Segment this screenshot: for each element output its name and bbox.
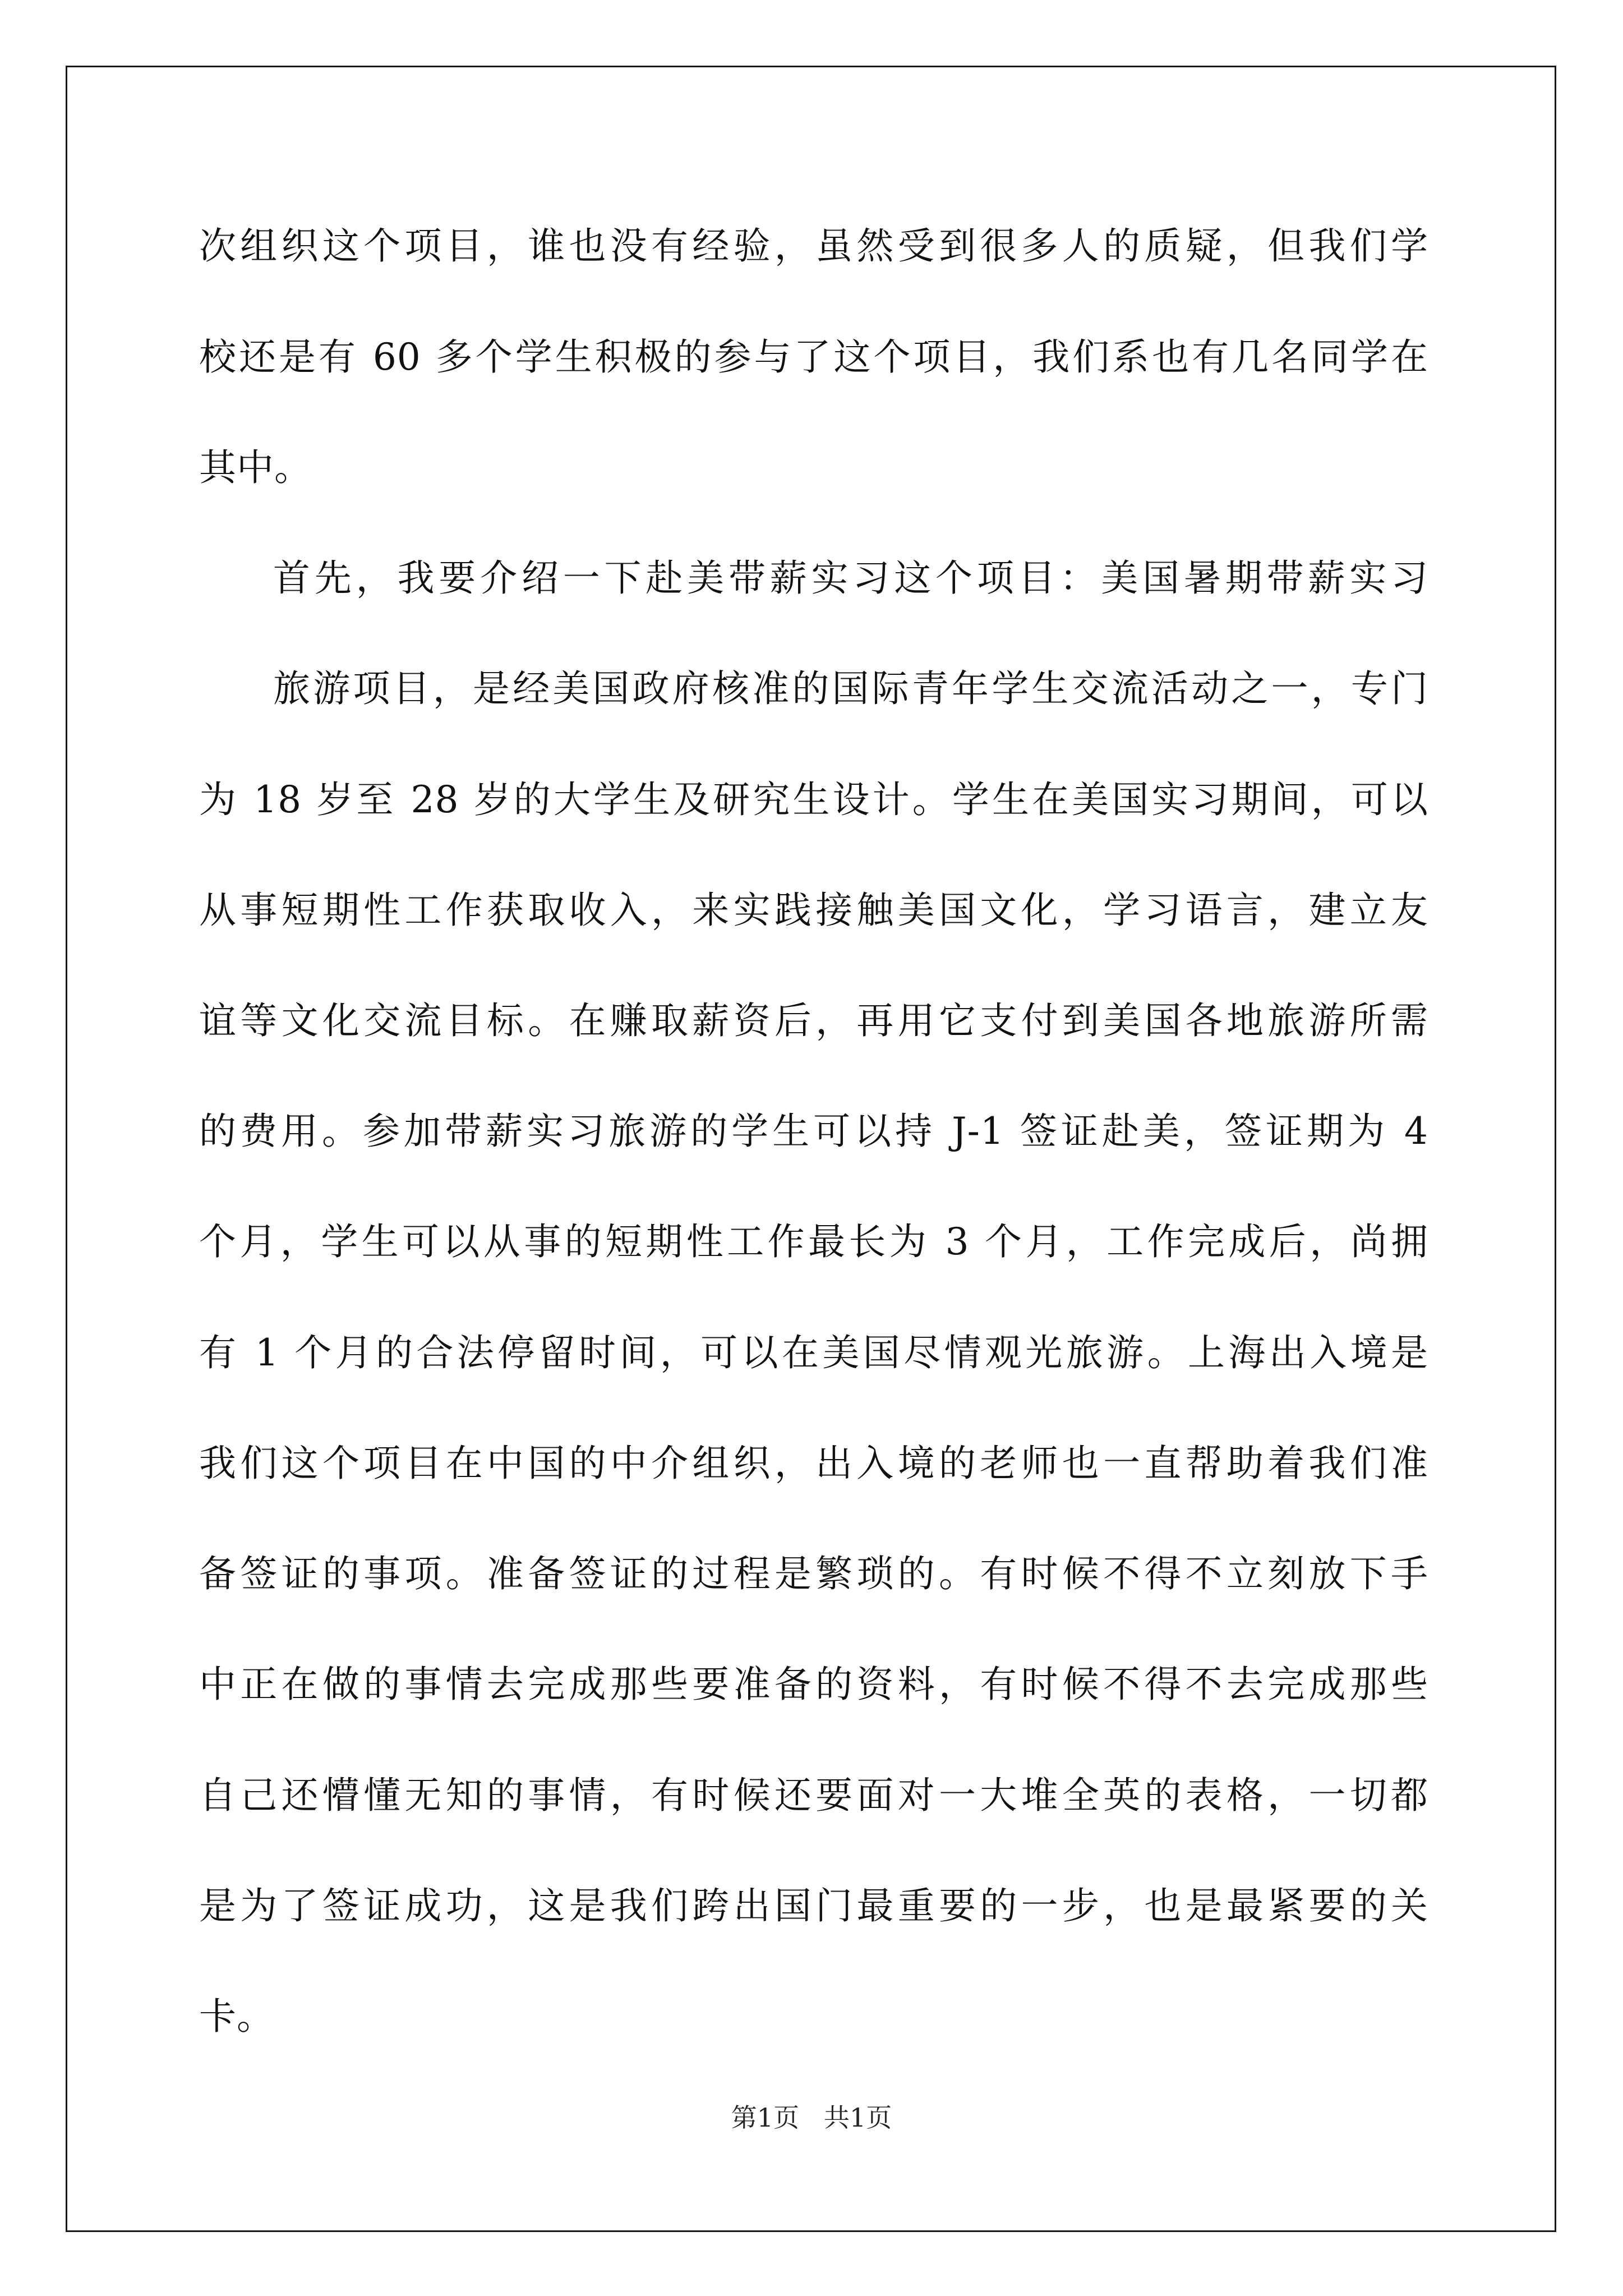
text-line: 次组织这个项目，谁也没有经验，虽然受到很多人的质疑，但我们学 <box>199 224 1428 268</box>
text-line: 是为了签证成功，这是我们跨出国门最重要的一步，也是最紧要的关 <box>199 1884 1428 1927</box>
text-line: 卡。 <box>199 1995 274 2038</box>
text-line: 为 18 岁至 28 岁的大学生及研究生设计。学生在美国实习期间，可以 <box>199 778 1428 821</box>
text-line: 校还是有 60 多个学生积极的参与了这个项目，我们系也有几名同学在 <box>199 335 1428 379</box>
text-line: 有 1 个月的合法停留时间，可以在美国尽情观光旅游。上海出入境是 <box>199 1331 1428 1374</box>
text-line: 备签证的事项。准备签证的过程是繁琐的。有时候不得不立刻放下手 <box>199 1552 1428 1595</box>
text-line: 谊等文化交流目标。在赚取薪资后，再用它支付到美国各地旅游所需 <box>199 999 1428 1042</box>
text-line: 个月，学生可以从事的短期性工作最长为 3 个月，工作完成后，尚拥 <box>199 1220 1428 1263</box>
text-line: 自己还懵懂无知的事情，有时候还要面对一大堆全英的表格，一切都 <box>199 1774 1428 1817</box>
text-line: 从事短期性工作获取收入，来实践接触美国文化，学习语言，建立友 <box>199 889 1428 932</box>
page-number-footer <box>0 2101 1623 2134</box>
text-line: 中正在做的事情去完成那些要准备的资料，有时候不得不去完成那些 <box>199 1663 1428 1706</box>
text-line: 首先，我要介绍一下赴美带薪实习这个项目：美国暑期带薪实习 <box>273 556 1428 600</box>
page-number-text: 第1页 共1页 <box>731 2102 892 2133</box>
text-line: 旅游项目，是经美国政府核准的国际青年学生交流活动之一，专门 <box>273 667 1428 710</box>
text-line: 我们这个项目在中国的中介组织，出入境的老师也一直帮助着我们准 <box>199 1442 1428 1485</box>
text-line: 的费用。参加带薪实习旅游的学生可以持 J-1 签证赴美，签证期为 4 <box>199 1110 1428 1153</box>
text-line: 其中。 <box>199 446 312 489</box>
